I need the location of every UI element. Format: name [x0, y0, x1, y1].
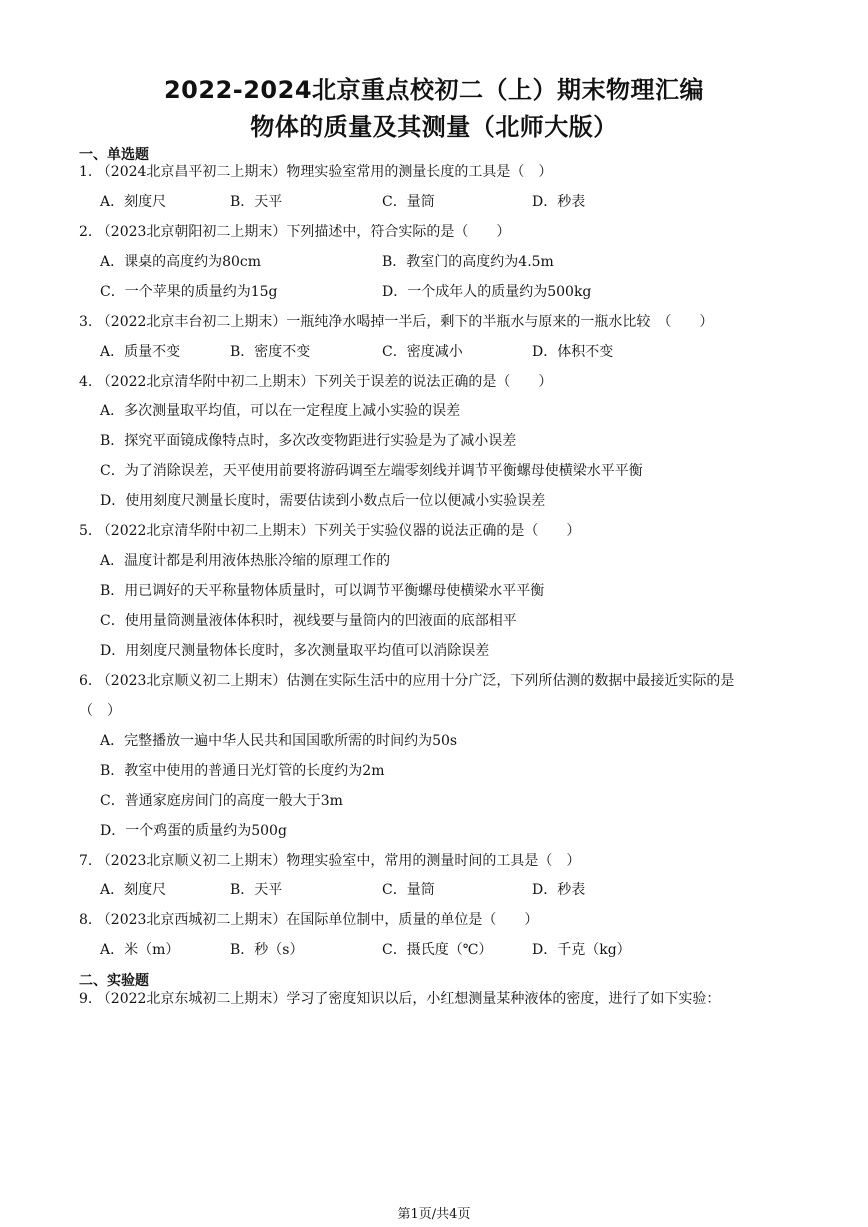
q2-option-a: A．课桌的高度约为80cm: [100, 254, 262, 270]
q8-option-d: D．千克（kg）: [532, 942, 631, 958]
q1-option-a: A．刻度尺: [100, 194, 167, 210]
q7-option-b: B．天平: [230, 882, 283, 898]
q2-option-c: C．一个苹果的质量约为15g: [100, 284, 278, 300]
section-heading-experiment: 二、实验题: [79, 973, 149, 989]
section-heading-single-choice: 一、单选题: [79, 147, 149, 163]
question-3: 3. （2022北京丰台初二上期末）一瓶纯净水喝掉一半后，剩下的半瓶水与原来的一瓶水比较 （ ）: [79, 314, 714, 330]
q6-option-b: B．教室中使用的普通日光灯管的长度约为2m: [100, 763, 385, 779]
question-7: 7. （2023北京顺义初二上期末）物理实验室中，常用的测量时间的工具是（ ）: [79, 853, 581, 869]
q2-option-b: B．教室门的高度约为4.5m: [382, 254, 554, 270]
page-subtitle: 物体的质量及其测量（北师大版）: [250, 113, 618, 141]
question-1: 1. （2024北京昌平初二上期末）物理实验室常用的测量长度的工具是（ ）: [79, 164, 553, 180]
question-5: 5. （2022北京清华附中初二上期末）下列关于实验仪器的说法正确的是（ ）: [79, 523, 581, 539]
page-footer: 第1页/共4页: [397, 1207, 471, 1222]
q5-option-c: C．使用量筒测量液体体积时，视线要与量筒内的凹液面的底部相平: [100, 613, 517, 629]
q5-option-a: A．温度计都是利用液体热胀冷缩的原理工作的: [100, 553, 391, 569]
q1-option-c: C．量筒: [382, 194, 435, 210]
q8-option-b: B．秒（s）: [230, 942, 304, 958]
q4-option-d: D．使用刻度尺测量长度时，需要估读到小数点后一位以便减小实验误差: [100, 493, 546, 509]
q4-option-b: B．探究平面镜成像特点时，多次改变物距进行实验是为了减小误差: [100, 433, 517, 449]
q4-option-a: A．多次测量取平均值，可以在一定程度上减小实验的误差: [100, 403, 461, 419]
q1-option-d: D．秒表: [532, 194, 586, 210]
q7-option-a: A．刻度尺: [100, 882, 167, 898]
question-9: 9. （2022北京东城初二上期末）学习了密度知识以后，小红想测量某种液体的密度，进行了如下实验：: [79, 991, 721, 1007]
question-8: 8. （2023北京西城初二上期末）在国际单位制中，质量的单位是（ ）: [79, 912, 539, 928]
question-4: 4. （2022北京清华附中初二上期末）下列关于误差的说法正确的是（ ）: [79, 374, 553, 390]
q1-option-b: B．天平: [230, 194, 283, 210]
q8-option-c: C．摄氏度（℃）: [382, 942, 493, 958]
q3-option-a: A．质量不变: [100, 344, 181, 360]
q5-option-b: B．用已调好的天平称量物体质量时，可以调节平衡螺母使横梁水平平衡: [100, 583, 545, 599]
q3-option-b: B．密度不变: [230, 344, 311, 360]
q7-option-c: C．量筒: [382, 882, 435, 898]
question-6-answer-bracket: （ ）: [79, 703, 121, 719]
q7-option-d: D．秒表: [532, 882, 586, 898]
q5-option-d: D．用刻度尺测量物体长度时，多次测量取平均值可以消除误差: [100, 643, 490, 659]
q6-option-d: D．一个鸡蛋的质量约为500g: [100, 823, 287, 839]
question-6: 6. （2023北京顺义初二上期末）估测在实际生活中的应用十分广泛，下列所估测的数据中最接近实际的是: [79, 673, 735, 689]
q4-option-c: C．为了消除误差，天平使用前要将游码调至左端零刻线并调节平衡螺母使横梁水平平衡: [100, 463, 643, 479]
q2-option-d: D．一个成年人的质量约为500kg: [382, 284, 592, 300]
q8-option-a: A．米（m）: [100, 942, 180, 958]
q3-option-d: D．体积不变: [532, 344, 614, 360]
q6-option-a: A．完整播放一遍中华人民共和国国歌所需的时间约为50s: [100, 733, 458, 749]
q6-option-c: C．普通家庭房间门的高度一般大于3m: [100, 793, 343, 809]
q3-option-c: C．密度减小: [382, 344, 463, 360]
page-title: 2022-2024北京重点校初二（上）期末物理汇编: [163, 76, 705, 104]
question-2: 2. （2023北京朝阳初二上期末）下列描述中，符合实际的是（ ）: [79, 224, 511, 240]
